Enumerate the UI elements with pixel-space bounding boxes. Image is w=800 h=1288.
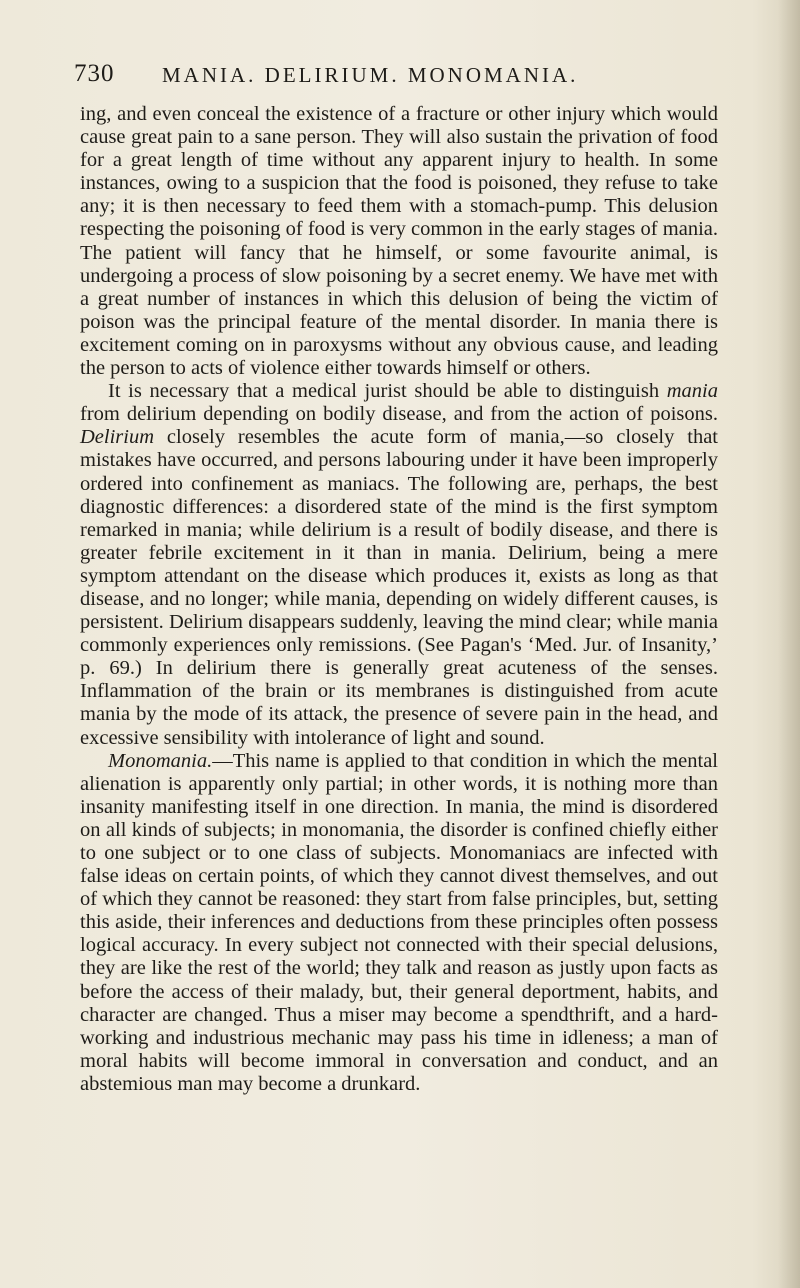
paragraph-text: closely resembles the acute form of mania,—so closely that mistakes have occurred, and persons labouring under it have been improperly ordered into confinement as maniacs. The following are, perhaps, the best diagnostic differences: a disordered state of the mind is the first symptom remarked in mania; while delirium is a result of bodily disease, and there is greater febrile excitement in it than in mania. Delirium, being a mere symptom attendant on the disease which produces it, exists as long as that disease, and no longer; while mania, depending on widely different causes, is persistent. Delirium disappears suddenly, leaving the mind clear; while mania commonly experiences only remissions. (See Pagan's ‘Med. Jur. of Insanity,’ p. 69.) In delirium there is generally great acuteness of the senses. Inflammation of the brain or its membranes is distinguished from acute mania by the mode of its attack, the presence of severe pain in the head, and excessive sensibility with intolerance of light and sound.	[80, 426, 718, 749]
paragraph-text: —This name is applied to that condition in which the mental alienation is apparently only partial; in other words, it is nothing more than insanity manifesting itself in one direction. In mania, the mind is disordered on all kinds of subjects; in monomania, the disorder is confined chiefly either to one subject or to one class of subjects. Monomaniacs are infected with false ideas on certain points, of which they cannot divest themselves, and out of which they cannot be reasoned: they start from false principles, but, setting this aside, their inferences and deductions from these principles often possess logical accuracy. In every subject not connected with their special delusions, they are like the rest of the world; they talk and reason as justly upon facts as before the access of their malady, but, their general deportment, habits, and character are changed. Thus a miser may become a spendthrift, and a hard-working and industrious mechanic may pass his time in idleness; a man of moral habits will become immoral in conversation and conduct, and an abstemious man may become a drunkard.	[80, 749, 718, 1095]
page-header	[74, 60, 714, 92]
paragraph	[80, 380, 718, 750]
paragraph-text: from delirium depending on bodily disease, and from the action of poisons.	[80, 403, 718, 426]
italic-term: mania	[666, 380, 718, 403]
italic-term: Delirium	[80, 426, 155, 449]
running-head: MANIA. DELIRIUM. MONOMANIA.	[162, 63, 579, 87]
section-heading: Monomania.	[108, 749, 213, 772]
paragraph	[80, 750, 718, 1096]
body-text	[80, 103, 718, 1096]
page-edge-shadow	[778, 0, 800, 1288]
paragraph: ing, and even conceal the existence of a fracture or other injury which would cause great pain to a sane person. They will also sustain the privation of food for a great length of time without any apparent injury to health. In some instances, owing to a suspicion that the food is poisoned, they refuse to take any; it is then necessary to feed them with a stomach-pump. This delusion respecting the poisoning of food is very common in the early stages of mania. The patient will fancy that he himself, or some favourite animal, is undergoing a process of slow poisoning by a secret enemy. We have met with a great number of instances in which this delusion of being the victim of poison was the principal feature of the mental disorder. In mania there is excitement coming on in paroxysms without any obvious cause, and leading the person to acts of violence either towards himself or others.	[80, 103, 718, 380]
page-number: 730	[74, 60, 115, 87]
paragraph-text: It is necessary that a medical jurist should be able to distinguish	[108, 380, 667, 403]
